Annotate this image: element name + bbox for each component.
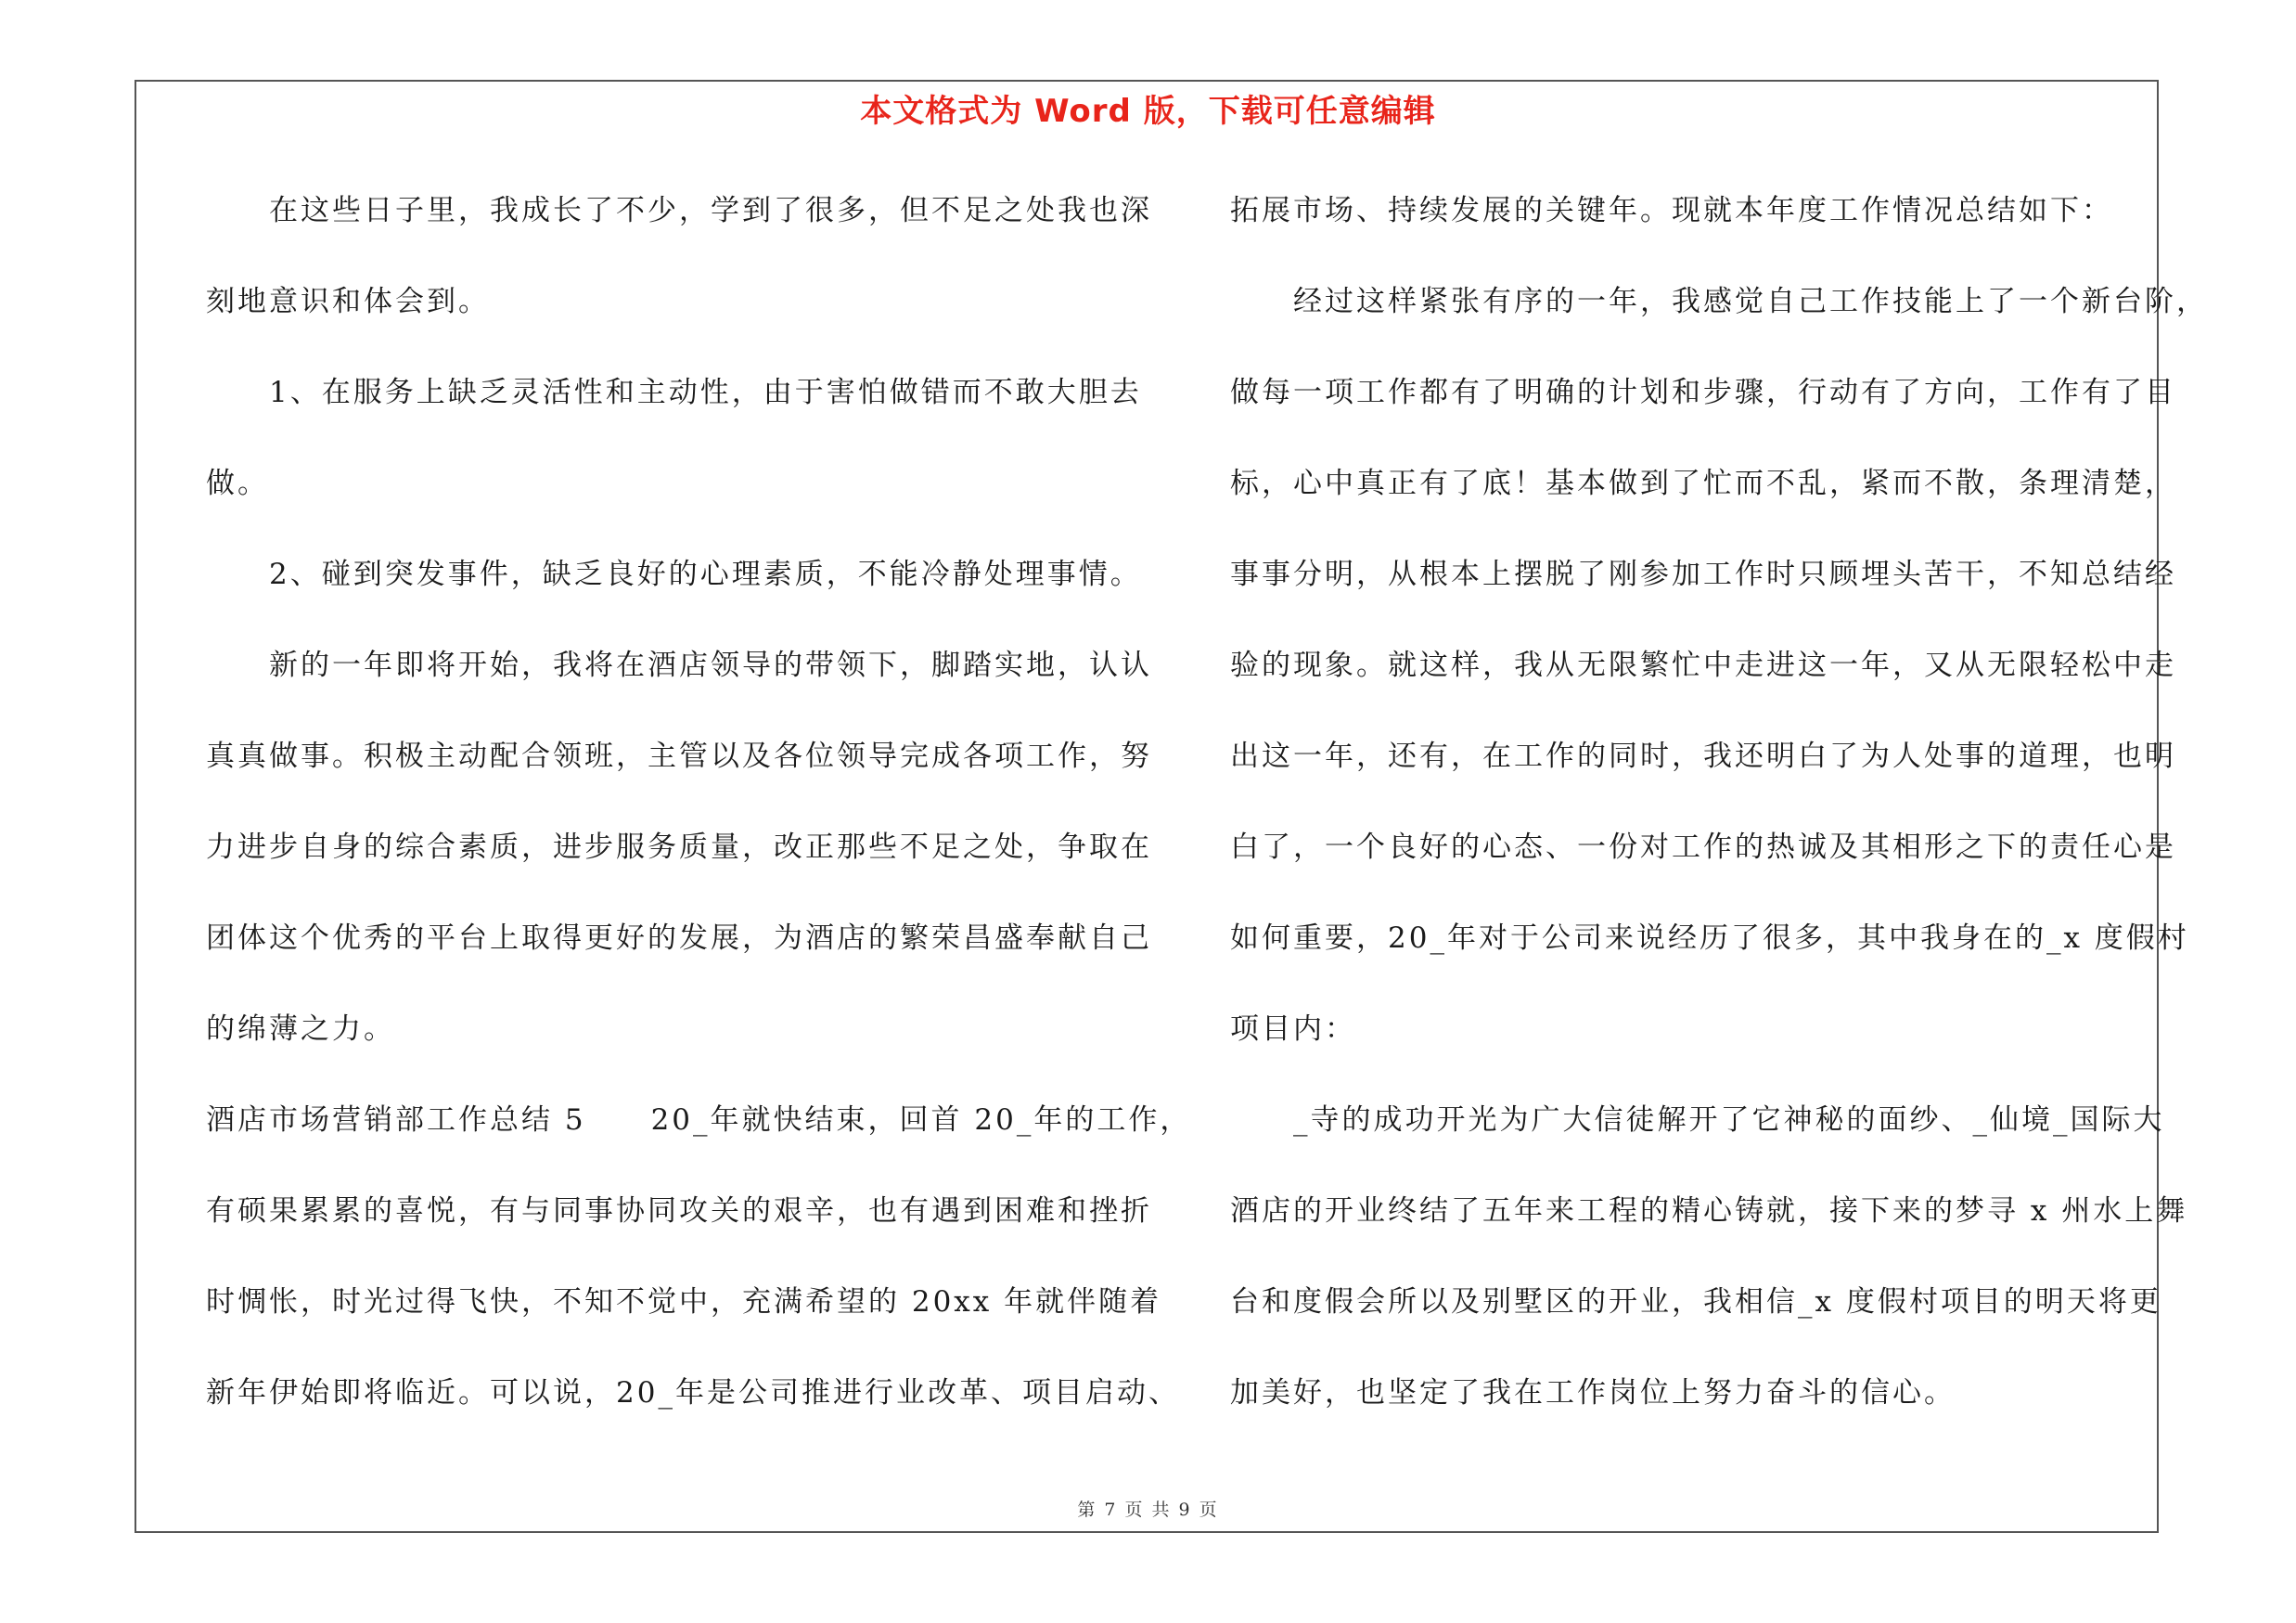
text-line: 事事分明，从根本上摆脱了刚参加工作时只顾埋头苦干，不知总结经 bbox=[1230, 558, 2176, 591]
section-first-line: 20_年就快结束，回首 20_年的工作， bbox=[650, 1103, 1192, 1137]
text-line: 加美好，也坚定了我在工作岗位上努力奋斗的信心。 bbox=[1230, 1376, 1956, 1410]
text-line: 新的一年即将开始，我将在酒店领导的带领下，脚踏实地，认认 bbox=[206, 649, 1152, 682]
text-line: 2、碰到突发事件，缺乏良好的心理素质，不能冷静处理事情。 bbox=[206, 558, 1142, 591]
text-line: 验的现象。就这样，我从无限繁忙中走进这一年，又从无限轻松中走 bbox=[1230, 649, 2176, 682]
text-line: 在这些日子里，我成长了不少，学到了很多，但不足之处我也深 bbox=[206, 194, 1152, 227]
text-line: 白了，一个良好的心态、一份对工作的热诚及其相形之下的责任心是 bbox=[1230, 831, 2176, 864]
text-line: 酒店的开业终结了五年来工程的精心铸就，接下来的梦寻 x 州水上舞 bbox=[1230, 1194, 2188, 1228]
text-line: 拓展市场、持续发展的关键年。现就本年度工作情况总结如下： bbox=[1230, 194, 2113, 227]
text-line: 团体这个优秀的平台上取得更好的发展，为酒店的繁荣昌盛奉献自己 bbox=[206, 921, 1152, 955]
text-line: 力进步自身的综合素质，进步服务质量，改正那些不足之处，争取在 bbox=[206, 831, 1152, 864]
text-line: 经过这样紧张有序的一年，我感觉自己工作技能上了一个新台阶， bbox=[1230, 285, 2208, 318]
text-line: 如何重要，20_年对于公司来说经历了很多，其中我身在的_x 度假村 bbox=[1230, 921, 2189, 955]
text-line: 1、在服务上缺乏灵活性和主动性，由于害怕做错而不敢大胆去 bbox=[206, 376, 1142, 409]
text-line: 时惆怅，时光过得飞快，不知不觉中，充满希望的 20xx 年就伴随着 bbox=[206, 1285, 1162, 1319]
text-line: 台和度假会所以及别墅区的开业，我相信_x 度假村项目的明天将更 bbox=[1230, 1285, 2161, 1319]
left-column bbox=[206, 181, 1192, 1454]
text-line: 项目内： bbox=[1230, 1012, 1356, 1046]
text-line: 的绵薄之力。 bbox=[206, 1012, 395, 1046]
section-heading-line bbox=[206, 1090, 1192, 1181]
text-line: 新年伊始即将临近。可以说，20_年是公司推进行业改革、项目启动、 bbox=[206, 1376, 1180, 1410]
text-line: _寺的成功开光为广大信徒解开了它神秘的面纱、_仙境_国际大 bbox=[1230, 1103, 2165, 1137]
text-line: 出这一年，还有，在工作的同时，我还明白了为人处事的道理，也明 bbox=[1230, 740, 2176, 773]
text-line: 真真做事。积极主动配合领班，主管以及各位领导完成各项工作，努 bbox=[206, 740, 1152, 773]
text-line: 标，心中真正有了底！基本做到了忙而不乱，紧而不散，条理清楚， bbox=[1230, 467, 2176, 500]
text-line: 有硕果累累的喜悦，有与同事协同攻关的艰辛，也有遇到困难和挫折 bbox=[206, 1194, 1152, 1228]
text-line: 刻地意识和体会到。 bbox=[206, 285, 490, 318]
page-number-footer: 第 7 页 共 9 页 bbox=[1077, 1500, 1219, 1520]
section-heading: 酒店市场营销部工作总结 5 bbox=[206, 1103, 586, 1137]
word-format-banner: 本文格式为 Word 版，下载可任意编辑 bbox=[860, 93, 1436, 130]
right-column bbox=[1230, 181, 2208, 1454]
text-line: 做。 bbox=[206, 467, 269, 500]
text-line: 做每一项工作都有了明确的计划和步骤，行动有了方向，工作有了目 bbox=[1230, 376, 2176, 409]
